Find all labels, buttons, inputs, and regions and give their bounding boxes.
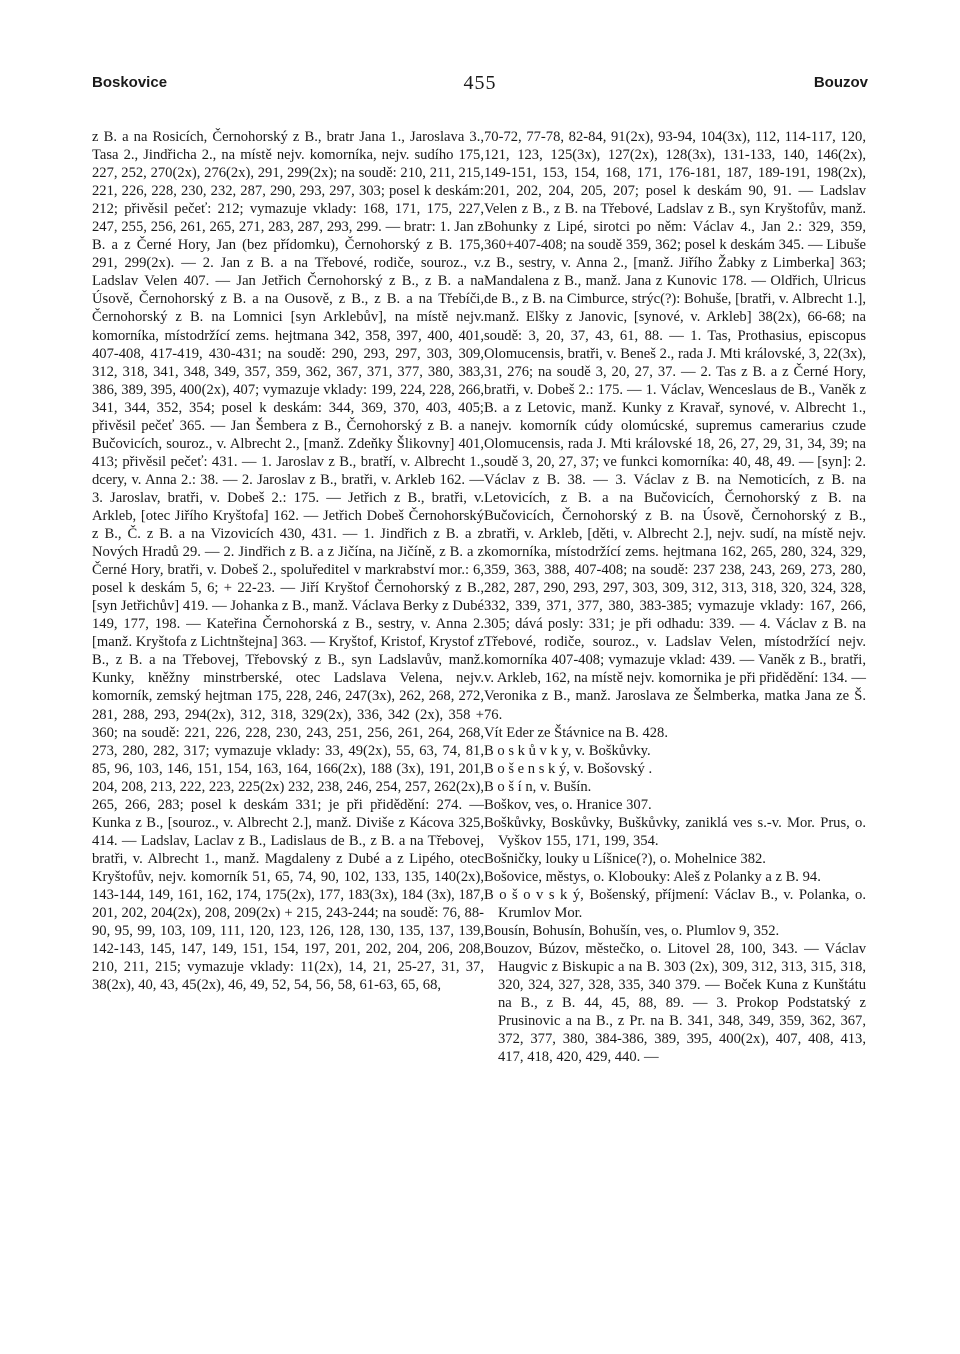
running-head-left: Boskovice	[92, 74, 168, 91]
page-number: 455	[463, 72, 497, 94]
entry-bosin-ref: B o š í n, v. Bušín.	[484, 778, 592, 795]
right-column	[484, 128, 866, 1066]
entry-bosensky-ref: B o š e n s k ý, v. Bošovský .	[484, 760, 653, 777]
entry-continuation-boskovice: z B. a na Rosicích, Černohorský z B., bratr Jana 1., Jaroslava 3., Tasa 2., Jindřicha 2., na místě nejv. komorníka, nejv. sudího 175, 227, 252, 270(2x), 276(2x), 291, 299(2x); na soudě: 210, 211, 215, 221, 226, 228, 230, 232, 287, 290, 293, 297, 303; posel k deskám: 212; přivěsil pečeť: 212; vymazuje vklady: 168, 171, 175, 227, 247, 255, 256, 261, 265, 271, 283, 287, 293, 299. — bratr: 1. Jan z B. a z Černé Hory, Jan (bez přídomku), Černohorský z B. 175, 291, 299(2x). — 2. Jan z B. a na Třebové, rodiče, souroz., v. Ladslav Velen 407. — Jan Jetřich Černohorský z B., z B. a na Úsově, Černohorský z B. a na Ousově, z B., z B. a na Třebíči, Černohorský z B. na Lomnici [syn Arklebův], na místě nejv. komorníka, místodržící zems. hejtmana 342, 358, 397, 400, 401, 407-408, 417-419, 430-431; na soudě: 290, 293, 297, 303, 309, 312, 318, 341, 348, 349, 357, 359, 362, 367, 371, 377, 380, 383, 386, 389, 395, 400(2x), 407; vymazuje vklady: 199, 224, 228, 266, 341, 344, 352, 354; posel k deskám: 344, 369, 370, 403, 405; přivěsil pečeť 365. — Jan Šembera z B., Černohorský z B. a na Bučovicích, souroz., v. Albrecht 2., [manž. Zdeňky Šlikovny] 401, 413; přivěsil pečeť: 431. — 1. Jaroslav z B., bratří, v. Albrecht 1., dcery, v. Anna 2.: 38. — 2. Jaroslav z B., bratři, v. Arkleb 162. — 3. Jaroslav, bratři, v. Dobeš 2.: 175. — Jetřich z B., bratři, v. Arkleb, [otec Jiřího Kryštofa] 162. — Jetřich Dobeš Černohorský z B., Č. z B. a na Vizovicích 430, 431. — 1. Jindřich z B. a z Nových Hradů 29. — 2. Jindřich z B. a z Jičína, na Jičíně, z B. a z Černé Hory, bratři, v. Dobeš 2., spoluředitel v markrabství mor.: 6, posel k deskám 5, 6; + 22-23. — Jiří Kryštof Černohorský z B., [syn Jetřichův] 419. — Johanka z B., manž. Václava Berky z Dubé 149, 177, 198. — Kateřina Černohorská z B., sestry, v. Anna 2. [manž. Kryštofa z Lichtnštejna] 363. — Kryštof, Kristof, Krystof z B., z B. a na Třebovej, Třebovský z B., syn Ladslavův, manž. Kunky, kněžny minstrberské, otec Ladslava Velena, nejv. komorník, zemský hejtman 175, 228, 246, 247(3x), 262, 268, 272, 281, 288, 293, 294(2x), 312, 318, 329(2x), 336, 342 (2x), 358 + 360; na soudě: 221, 226, 228, 230, 243, 251, 256, 261, 264, 268, 273, 280, 282, 317; vymazuje vklady: 33, 49(2x), 55, 63, 74, 81, 85, 96, 103, 146, 151, 154, 163, 164, 166(2x), 188 (3x), 191, 201, 204, 208, 213, 222, 223, 225(2x) 232, 238, 246, 254, 257, 262(2x), 265, 266, 283; posel k deskám 331; je při přidědění: 274. — Kunka z B., [souroz., v. Albrecht 2.], manž. Diviše z Kácova 325, 414. — Ladslav, Laclav z B., Ladislaus de B., z B. a na Třebovej, bratři, v. Albrecht 1., manž. Magdaleny z Dubé a z Lipého, otec Kryštofův, nejv. komorník 51, 65, 74, 90, 102, 133, 135, 140(2x), 143-144, 149, 161, 162, 174, 175(2x), 177, 183(3x), 184 (3x), 187, 201, 202, 204(2x), 208, 209(2x) + 215, 243-244; na soudě: 76, 88-90, 95, 99, 103, 109, 111, 120, 123, 126, 128, 130, 135, 137, 139, 142-143, 145, 147, 149, 151, 154, 197, 201, 202, 204, 206, 208, 210, 211, 215; vymazuje vklady: 11(2x), 14, 21, 25-27, 31, 37, 38(2x), 40, 43, 45(2x), 46, 49, 52, 54, 56, 58, 61-63, 65, 68,	[92, 129, 484, 994]
entry-boskuvky-ref: B o s k ů v k y, v. Boškůvky.	[484, 742, 651, 759]
running-head	[92, 74, 868, 102]
entry-bousin: Bousín, Bohusín, Bohušín, ves, o. Plumlov 9, 352.	[484, 923, 780, 940]
entry-bosnicky: Bošničky, louky u Líšnice(?), o. Mohelnice 382.	[484, 850, 766, 867]
entry-vit-eder: Vít Eder ze Štávnice na B. 428.	[484, 724, 668, 741]
entry-boskuvky: Boškůvky, Boskůvky, Buškůvky, zaniklá ves s.-v. Mor. Prus, o. Vyškov 155, 171, 199, 354.	[484, 814, 866, 849]
entry-bouzov: Bouzov, Búzov, městečko, o. Litovel 28, 100, 343. — Václav Haugvic z Biskupic a na B. 303 (2x), 309, 312, 313, 315, 318, 320, 324, 327, 328, 335, 340 379. — Boček Kuna z Kunštátu na B., z B. 44, 45, 88, 89. — 3. Prokop Podstatský z Prusinovic a na B., z Pr. na B. 341, 348, 349, 359, 362, 367, 372, 377, 380, 384-386, 389, 395, 400(2x), 407, 408, 413, 417, 418, 420, 429, 440. —	[484, 941, 866, 1066]
left-column	[92, 128, 484, 994]
entry-bosovsky: B o š o v s k ý, Bošenský, příjmení: Václav B., v. Polanka, o. Krumlov Mor.	[484, 886, 866, 922]
running-head-right: Bouzov	[813, 74, 868, 91]
entry-bosovice: Bošovice, městys, o. Klobouky: Aleš z Polanky a z B. 94.	[484, 868, 821, 885]
entry-continuation-boskovice-right: 70-72, 77-78, 82-84, 91(2x), 93-94, 104(3x), 112, 114-117, 120, 121, 123, 125(3x), 127(2x), 128(3x), 131-133, 140, 146(2x), 149-151, 153, 154, 168, 171, 176-181, 187, 189-191, 198(2x), 201, 202, 204, 205, 207; posel k deskám 90, 91. — Ladslav Velen z B., z B. na Třebové, Ladslav z B., syn Kryštofův, manž. Bohunky z Lipé, sirotci po něm: Václav 4., Jan 2.: 329, 359, 360+407-408; na soudě 359, 362; posel k deskám 345. — Libuše z B., sestry, v. Anna 2., [manž. Jiřího Žabky z Limberka] 363; Mandalena z B., manž. Jana z Kunovic 178. — Oldřich, Ulricus de B., z B. na Cimburce, strýc(?): Bohuše, [bratři, v. Albrecht 1.], manž. Elšky z Janovic, [synové, v. Arkleb] 38(2x), 66-68; na soudě: 3, 20, 37, 43, 61, 88. — 1. Tas, Prothasius, episcopus Olomucensis, bratři, v. Beneš 2., rada J. Mti královské, 3, 22(3x), 31, 276; na soudě 3, 20, 27, 37. — 2. Tas z B. a z Černé Hory, bratři, v. Dobeš 2.: 175. — 1. Václav, Wenceslaus de B., Vaněk z B. a z Letovic, manž. Kunky z Kravař, synové, v. Albrecht 1., nejv. komorník cúdy olomúcské, supremus camerarius czude Olomucensis, rada J. Mti královské 18, 26, 27, 29, 31, 34, 39; na soudě 3, 20, 27, 37; ve funkci komorníka: 40, 48, 49. — [syn]: 2. Václav z B. 38. — 3. Václav z B. na Nemoticích, z B. na Letovicích, z B. a na Bučovicích, Černohorský z B. na Bučovicích, Černohorský z B. na Úsově, Černohorský z B., bratři, v. Arkleb, [děti, v. Albrecht 2.], nejv. sudí, na místě nejv. komorníka, místodržící zems. hejtmana 162, 265, 280, 324, 329, 359, 363, 388, 407-408; na soudě: 237 238, 243, 269, 273, 280, 282, 287, 290, 293, 297, 303, 309, 312, 313, 318, 320, 324, 328, 332, 339, 371, 377, 380, 383-385; vymazuje vklady: 167, 266, 305; dává posly: 331; je při odhadu: 339. — 4. Václav z B. na Třebové, rodiče, souroz., v. Ladslav Velen, místodržící nejv. komorníka 407-408; vymazuje vklad: 439. — Vaněk z B., bratři, v. Arkleb, 162, na místě nejv. komornika je při přidědění: 134. — Veronika z B., manž. Jaroslava ze Šelmberka, matka Jana ze Š. 76.	[484, 129, 866, 723]
entry-boskov: Boškov, ves, o. Hranice 307.	[484, 796, 652, 813]
